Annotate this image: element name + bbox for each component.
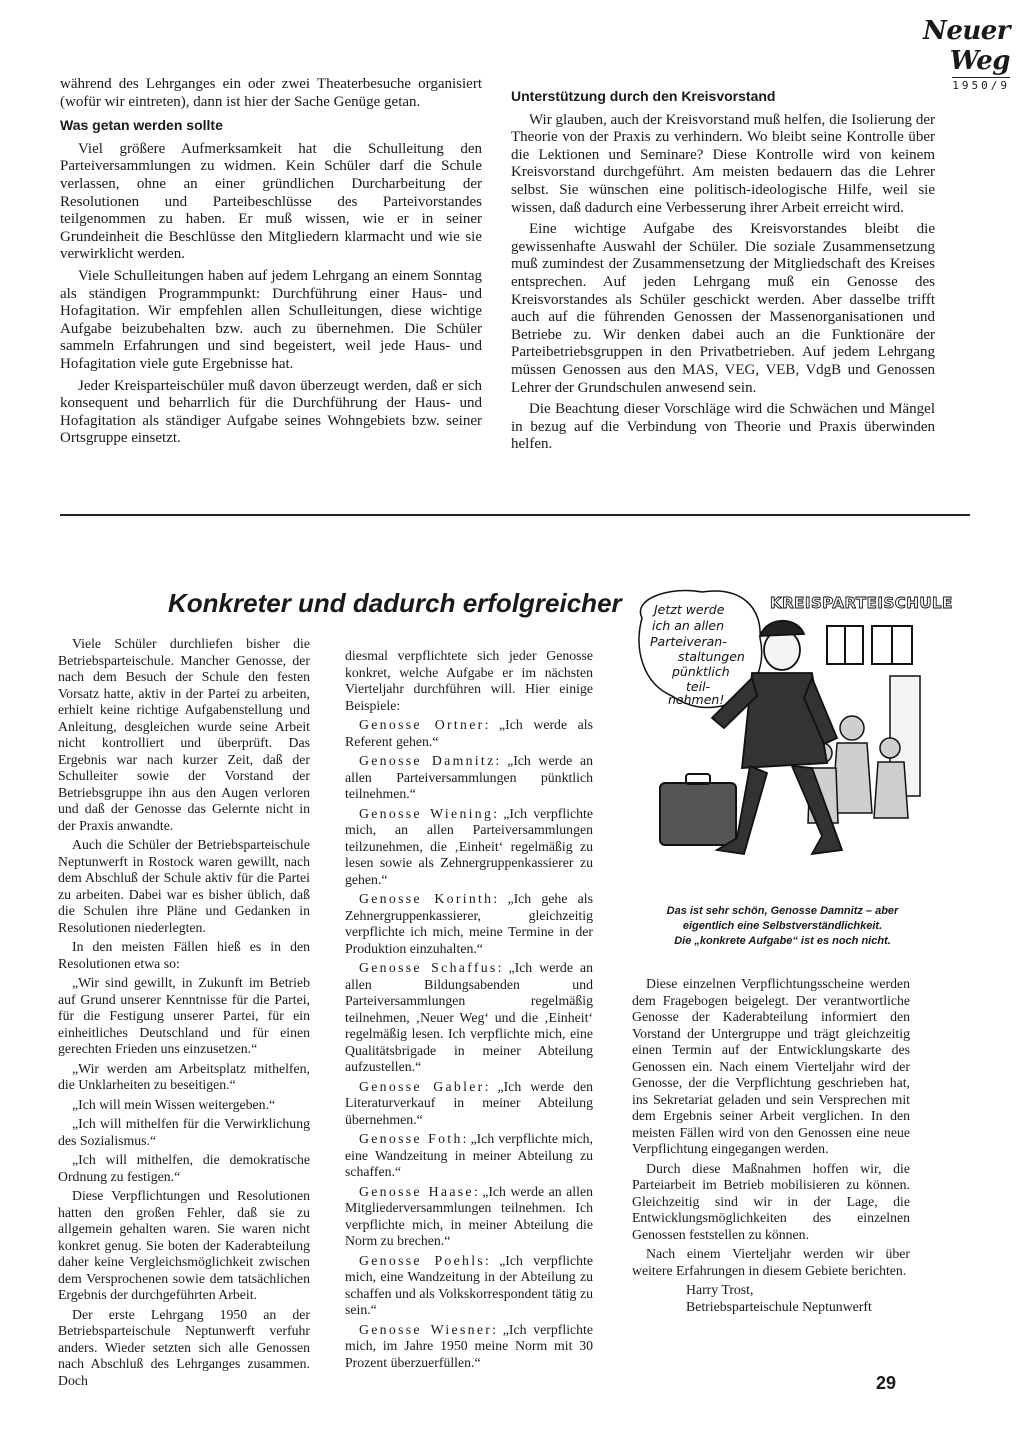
paragraph: Wir glauben, auch der Kreisvorstand muß helfen, die Isolierung der Theorie von der Praxis zu verhindern. Wo bleibt seine Kontrolle über die Lektionen und Seminare? Diese Kontrolle wird von keinem Kreisvorstand durchgeführt. Am meisten bedauern das die Lehrer selbst. Sie wünschen eine politisch-ideologische Hilfe, weil sie wissen, daß dadurch eine Verbesserung ihrer Arbeit erreicht wird. — [511, 111, 935, 216]
masthead-issue: 1950/9 — [952, 79, 1010, 92]
article-column-2 — [345, 648, 593, 1374]
suitcase — [660, 783, 736, 845]
masthead — [860, 16, 1010, 94]
pledge-item — [345, 1079, 593, 1129]
speech-line: Parteiveran- — [650, 634, 727, 649]
paragraph: Diese einzelnen Verpflichtungsscheine werden dem Fragebogen beigelegt. Der verantwortliche Genosse der Kaderabteilung informiert den Vorstand der Untergruppe und trägt gleichzeitig einen Termin auf der Entwicklungskarte des Genossen ein. Nach einem Vierteljahr wird der Genosse, der die Verpflichtung geschrieben hat, ins Sekretariat geladen und sein Versprechen mit dem Ergebnis seiner Arbeit verglichen. In den meisten Fällen wird von den Genossen eine neue Verpflichtung eingegangen werden. — [632, 976, 910, 1156]
masthead-brand: Neuer Weg — [923, 16, 1010, 76]
cartoon-illustration — [632, 578, 953, 898]
article-column-3 — [632, 976, 910, 1315]
section-heading: Was getan werden sollte — [60, 117, 223, 134]
pledge-item — [345, 806, 593, 889]
paragraph: In den meisten Fällen hieß es in den Resolutionen etwa so: — [58, 939, 310, 971]
caption-line: Die „konkrete Aufgabe“ ist es noch nicht. — [674, 935, 891, 947]
pledge-item — [345, 1253, 593, 1319]
pledge-item — [345, 1322, 593, 1372]
pledge-text: : „Ich werde den Literaturverkauf in meiner Abteilung übernehmen.“ — [345, 1078, 593, 1127]
pledge-name: Genosse Ortner — [359, 717, 485, 732]
caption-line: eigentlich eine Selbstverständlichkeit. — [682, 920, 883, 932]
section-divider — [60, 514, 970, 516]
pledge-name: Genosse Schaffus — [359, 960, 498, 975]
paragraph: diesmal verpflichtete sich jeder Genosse konkret, welche Aufgabe er im nächsten Vierteljahr durchführen will. Hier einige Beispiele: — [345, 648, 593, 713]
pledge-item — [345, 717, 593, 750]
paragraph: Die Beachtung dieser Vorschläge wird die Schwächen und Mängel in bezug auf die Verbindung von Theorie und Praxis überwinden helfen. — [511, 401, 935, 453]
pledge-item — [345, 960, 593, 1076]
quote: „Ich will mithelfen für die Verwirklichung des Sozialismus.“ — [58, 1116, 310, 1148]
pledge-text: : „Ich werde an allen Bildungsabenden und Parteiversammlungen regelmäßig teilnehmen, ‚Neuer Weg‘ und die ‚Einheit‘ regelmäßig lesen. Ich verpflichte mich, eine Qualitätsbrigade in meiner Abteilung aufzustellen.“ — [345, 960, 593, 1074]
speech-line: nehmen! — [668, 692, 725, 707]
article-headline: Konkreter und dadurch erfolgreicher — [168, 588, 622, 618]
pledge-text: : „Ich verpflichte mich, an allen Parteiversammlungen teilzunehmen, die ‚Einheit‘ regelmäßig zu lesen sowie als Zehnergruppenkassierer zu gehen.“ — [345, 805, 594, 887]
speech-line: staltungen — [678, 649, 745, 664]
paragraph: Durch diese Maßnahmen hoffen wir, die Parteiarbeit im Betrieb mobilisieren zu können. Gleichzeitig sind wir in der Lage, die Entwicklungsmöglichkeiten des einzelnen Genossen feststellen zu können. — [632, 1160, 910, 1242]
pledge-name: Genosse Korinth — [359, 891, 494, 906]
pledge-name: Genosse Foth — [359, 1131, 463, 1146]
quote: „Wir sind gewillt, in Zukunft im Betrieb auf Grund unserer Kenntnisse für die Partei, für die Festigung unserer Partei, für ein einheitliches Deutschland und für einen gerechten Frieden uns einzusetzen.“ — [58, 975, 310, 1056]
pledge-name: Genosse Damnitz — [359, 753, 496, 768]
quote: „Wir werden am Arbeitsplatz mithelfen, die Unklarheiten zu beseitigen.“ — [58, 1060, 310, 1092]
quote: „Ich will mithelfen, die demokratische Ordnung zu festigen.“ — [58, 1152, 310, 1184]
page-number: 29 — [876, 1373, 897, 1393]
pledge-text: : „Ich verpflichte mich, im Jahre 1950 meine Norm mit 30 Prozent überzuerfüllen.“ — [345, 1321, 594, 1370]
paragraph: Nach einem Vierteljahr werden wir über weitere Erfahrungen in diesem Gebiete berichten. — [632, 1246, 910, 1278]
pledge-item — [345, 753, 593, 803]
article-column-1 — [58, 636, 310, 1392]
quote: „Ich will mein Wissen weitergeben.“ — [72, 1096, 276, 1112]
author-name: Harry Trost, — [686, 1282, 754, 1297]
pledge-name: Genosse Wiesner — [359, 1321, 493, 1337]
paragraph: Viele Schüler durchliefen bisher die Betriebsparteischule. Mancher Genosse, der nach dem Besuch der Schule den festen Vorsatz hatte, aktiv in der Partei zu arbeiten, erhielt keine richtige Aufgabenstellung und Anleitung, desgleichen wurde seine Arbeit nicht kontrolliert und überprüft. Das Ergebnis war nach kurzer Zeit, daß der Schulleiter sowie der Vorstand der Betriebsgruppe ihn aus den Augen verloren und daß der Genosse das Gelernte nicht in der Praxis anwandte. — [58, 636, 310, 833]
pledge-name: Genosse Poehls — [359, 1252, 486, 1268]
pledge-text: : „Ich gehe als Zehnergruppenkassierer, gleichzeitig verpflichte ich mich, meine Termine in der Produktion einzuhalten.“ — [345, 891, 593, 956]
top-right-column — [511, 88, 935, 458]
speech-line: pünktlich — [672, 664, 730, 679]
paragraph: Eine wichtige Aufgabe des Kreisvorstandes bleibt die gewissenhafte Auswahl der Schüler. Die soziale Zusammensetzung muß zumindest der Zusammensetzung der Mitgliedschaft des Kreises entsprechen. Auf jeden Lehrgang muß ein Genosse des Kreisvorstandes als Schüler geschickt werden. Aber dasselbe trifft auch auf die führenden Genossen der Massenorganisationen und Betriebe zu. Wir denken dabei auch an die Funktionäre der Parteibetriebsgruppen in den Privatbetrieben. Auf jedem Lehrgang müssen Genossen aus den MAS, VEG, VEB, VdgB und Genossen Lehrer der Grundschulen anwesend sein. — [511, 221, 935, 396]
cartoon-sign-text: KREISPARTEISCHULE — [770, 594, 953, 612]
paragraph: Jeder Kreisparteischüler muß davon überzeugt werden, daß er sich konsequent und beharrlich für die Durchführung der Haus- und Hofagitation als ständiger Aufgabe seines Wohngebiets bzw. seiner Ortsgruppe einsetzt. — [60, 377, 482, 447]
pledge-name: Genosse Gabler — [359, 1078, 485, 1094]
pledge-text: : „Ich werde an allen Parteiversammlungen pünktlich teilnehmen.“ — [345, 753, 594, 801]
speech-line: Jetzt werde — [654, 602, 725, 617]
paragraph: Der erste Lehrgang 1950 an der Betriebsparteischule Neptunwerft verfuhr anders. Wieder setzten sich alle Genossen nach Abschluß des Lehrganges zusammen. Doch — [58, 1306, 310, 1388]
paragraph: Viel größere Aufmerksamkeit hat die Schulleitung den Parteiversammlungen zu widmen. Kein Schüler darf die Schule verlassen, ohne an einer gründlichen Durcharbeitung der Resolutionen und Parteibeschlüsse des Parteivorstandes teilgenommen zu haben. Er muß wissen, wie er in seiner Grundeinheit die Beschlüsse den Mitgliedern klarmacht und wie sie verwirklicht werden. — [60, 140, 482, 263]
speech-line: ich an allen — [652, 618, 725, 633]
pledge-text: : „Ich werde als Referent gehen.“ — [345, 717, 594, 749]
pledge-item — [345, 891, 593, 957]
paragraph: Auch die Schüler der Betriebsparteischule Neptunwerft in Rostock waren gewillt, nach dem Abschluß der Schule aktiv für die Partei zu arbeiten. Dabei war es bisher üblich, daß die Schulen ihre Pläne und Gedanken in Resolutionen niederlegten. — [58, 837, 310, 935]
section-heading: Unterstützung durch den Kreisvorstand — [511, 88, 776, 104]
pledge-name: Genosse Wiening — [359, 805, 494, 821]
pledge-text: : „Ich verpflichte mich, eine Wandzeitung in meiner Abteilung zu schaffen.“ — [345, 1131, 593, 1179]
pledge-text: : „Ich verpflichte mich, eine Wandzeitung in der Abteilung zu schaffen und als Volkskorrespondent tätig zu sein.“ — [345, 1252, 593, 1317]
cartoon-caption — [640, 904, 925, 949]
pledge-item — [345, 1131, 593, 1181]
speech-line: teil- — [686, 679, 711, 694]
pledge-name: Genosse Haase — [359, 1183, 474, 1199]
pledge-item — [345, 1184, 593, 1250]
author-affiliation: Betriebsparteischule Neptunwerft — [686, 1298, 872, 1314]
pledge-text: : „Ich werde an allen Mitgliederversammlungen teilnehmen. Ich verpflichte mich, in meiner Abteilung die Norm zu brechen.“ — [345, 1183, 593, 1248]
paragraph: Viele Schulleitungen haben auf jedem Lehrgang an einem Sonntag als ständigen Programmpunkt: Durchführung einer Haus- und Hofagitation. Wir empfehlen allen Schulleitungen, diese wichtige Aufgabe beizubehalten bzw. auch zu übernehmen. Die Schüler sammeln Erfahrungen und sind begeistert, weil jede Haus- und Hofagitation viele gute Ergebnisse hat. — [60, 267, 482, 372]
window-frames — [827, 626, 912, 664]
top-left-column — [60, 76, 482, 452]
intro-paragraph: während des Lehrganges ein oder zwei Theaterbesuche organisiert (wofür wir eintreten), dann ist hier der Sache Genüge getan. — [60, 76, 482, 110]
paragraph: Diese Verpflichtungen und Resolutionen hatten den großen Fehler, daß sie zu allgemein gehalten waren. Sie waren nicht konkret genug. Sie boten der Kaderabteilung daher keine Vergleichsmöglichkeit zwischen dem Versprochenen sowie dem tatsächlichen Ergebnis der durchgeführten Arbeit. — [58, 1188, 310, 1302]
caption-line: Das ist sehr schön, Genosse Damnitz – aber — [666, 905, 899, 917]
